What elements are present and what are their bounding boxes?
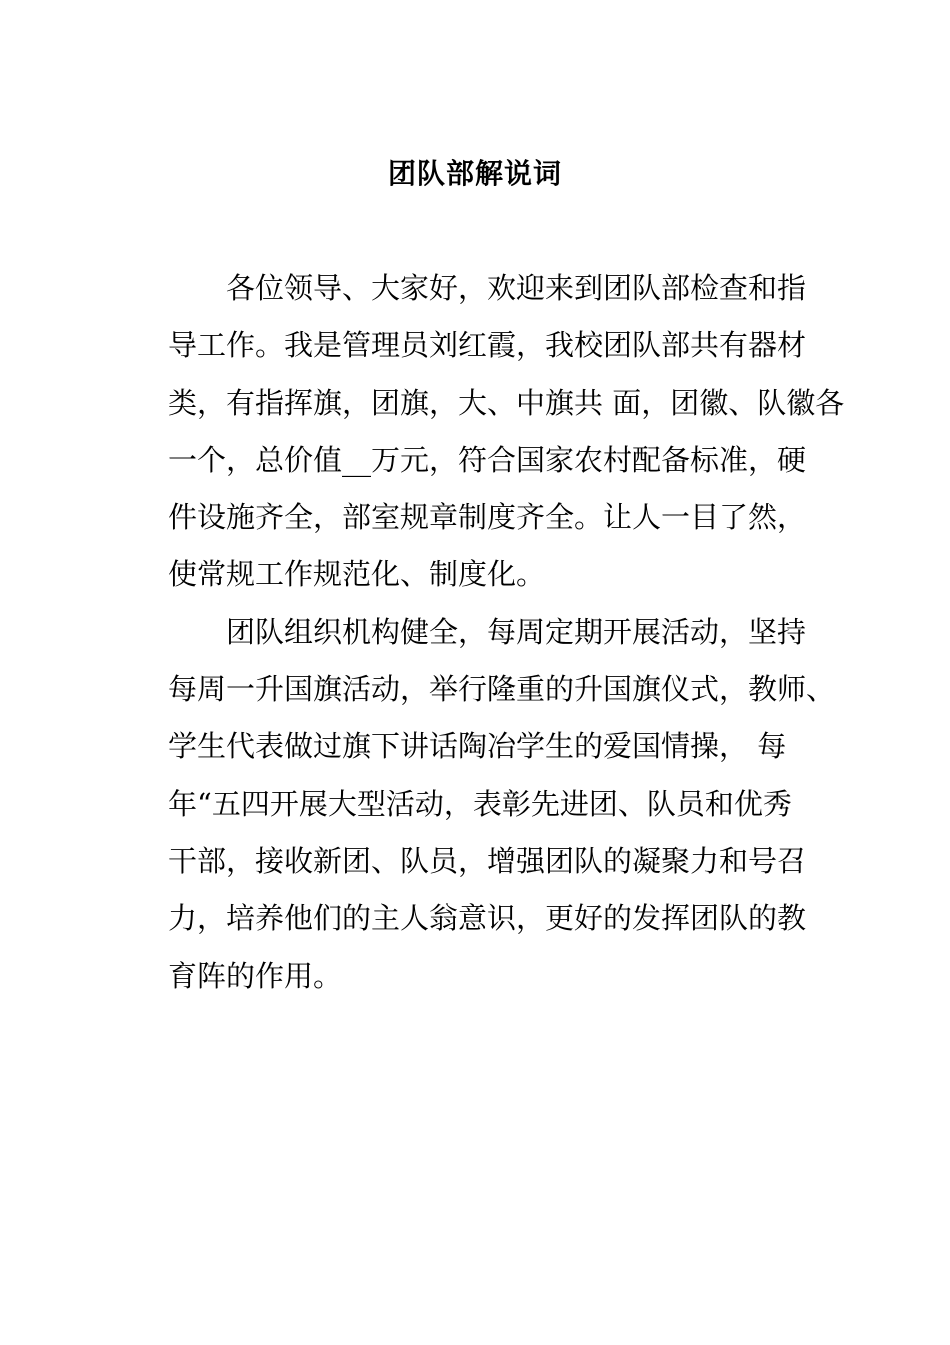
- paragraph-line: 一个，总价值__万元，符合国家农村配备标准，硬: [168, 442, 807, 477]
- document-body: [168, 266, 845, 1011]
- paragraph-1: [168, 266, 845, 610]
- paragraph-line: 每周一升国旗活动，举行隆重的升国旗仪式，教师、: [168, 672, 836, 707]
- paragraph-line: 团队组织机构健全，每周定期开展活动，坚持: [226, 614, 807, 649]
- paragraph-2: [168, 610, 836, 1011]
- paragraph-line: 学生代表做过旗下讲话陶冶学生的爱国情操， 每: [168, 729, 787, 764]
- paragraph-line: 年“五四开展大型活动，表彰先进团、队员和优秀: [168, 786, 792, 821]
- paragraph-line: 导工作。我是管理员刘红霞，我校团队部共有器材: [168, 328, 807, 363]
- paragraph-line: 件设施齐全，部室规章制度齐全。让人一目了然，: [168, 500, 807, 535]
- paragraph-line: 各位领导、大家好，欢迎来到团队部检查和指: [226, 271, 807, 305]
- paragraph-line: 使常规工作规范化、制度化。: [168, 557, 546, 592]
- document-title: 团队部解说词: [387, 157, 562, 190]
- paragraph-line: 育阵的作用。: [168, 958, 343, 993]
- paragraph-line: 类，有指挥旗，团旗，大、中旗共 面，团徽、队徽各: [168, 385, 845, 420]
- paragraph-line: 力，培养他们的主人翁意识，更好的发挥团队的教: [168, 901, 807, 936]
- paragraph-line: 干部，接收新团、队员，增强团队的凝聚力和号召: [168, 843, 807, 878]
